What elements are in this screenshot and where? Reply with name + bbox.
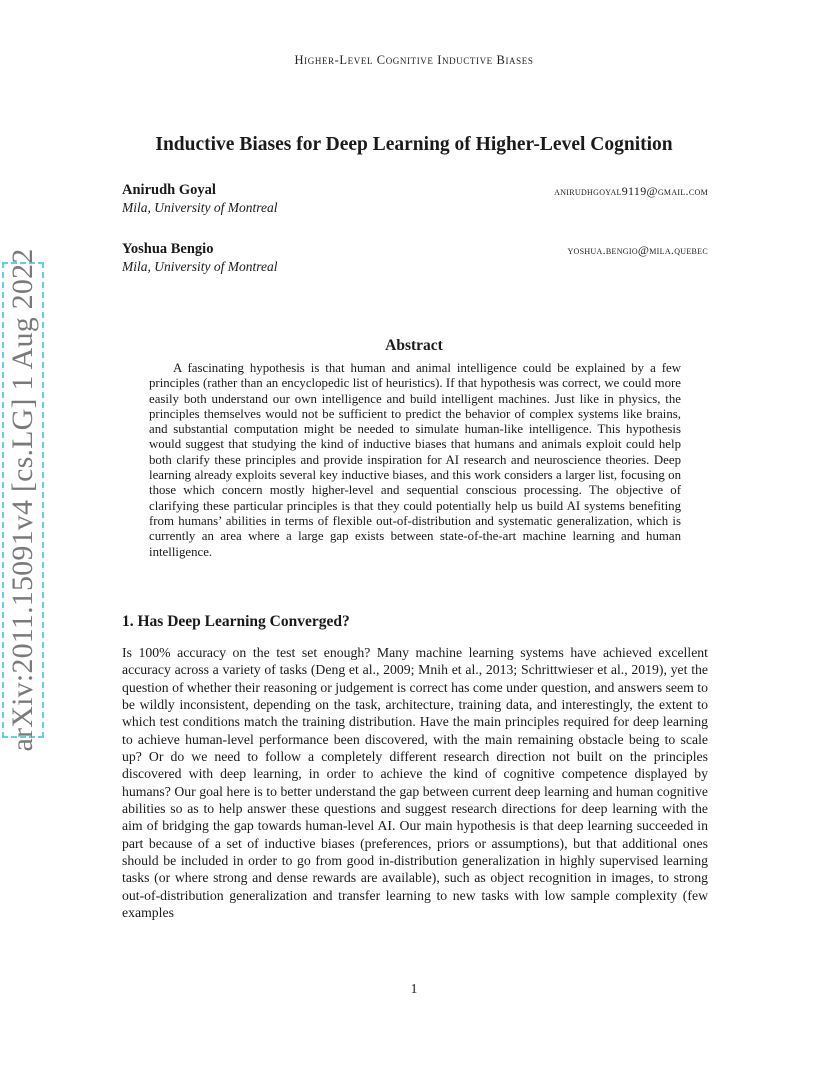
author-block — [122, 241, 708, 275]
section-heading: 1. Has Deep Learning Converged? — [122, 613, 350, 630]
author-name: Yoshua Bengio — [122, 241, 214, 257]
arxiv-identifier-stamp[interactable] — [2, 248, 44, 752]
author-email: yoshua.bengio@mila.quebec — [567, 243, 708, 257]
author-affiliation: Mila, University of Montreal — [122, 259, 278, 274]
running-head: Higher-Level Cognitive Inductive Biases — [294, 53, 534, 67]
paper-title: Inductive Biases for Deep Learning of Higher-Level Cognition — [155, 134, 673, 155]
author-name: Anirudh Goyal — [122, 182, 216, 198]
author-email: anirudhgoyal9119@gmail.com — [554, 184, 708, 198]
author-affiliation: Mila, University of Montreal — [122, 200, 278, 215]
section-body-text: Is 100% accuracy on the test set enough? Many machine learning systems have achieved excellent accuracy across a variety of tasks (Deng et al., 2009; Mnih et al., 2013; Schrittwieser et al., 2019), yet the question of whether their reasoning or judgement is correct has come under question, and answers seem to be wildly inconsistent, depending on the task, architecture, training data, and interestingly, the extent to which test conditions match the training distribution. Have the main principles required for deep learning to achieve human-level performance been discovered, with the main remaining obstacle being to scale up? Or do we need to follow a completely different research direction not built on the principles discovered with deep learning, in order to achieve the kind of cognitive competence displayed by humans? Our goal here is to better understand the gap between current deep learning and human cognitive abilities so as to help answer these questions and suggest research directions for deep learning with the aim of bridging the gap towards human-level AI. Our main hypothesis is that deep learning succeeded in part because of a set of inductive biases (preferences, priors or assumptions), but that additional ones should be included in order to go from good in-distribution generalization in highly supervised learning tasks (or where strong and dense rewards are available), such as object recognition in images, to strong out-of-distribution generalization and transfer learning to new tasks with low sample complexity (few examples — [122, 645, 708, 921]
page-number: 1 — [410, 981, 418, 996]
author-block — [122, 182, 708, 216]
abstract-text: A fascinating hypothesis is that human and animal intelligence could be explained by a few principles (rather than an encyclopedic list of heuristics). If that hypothesis was correct, we could more easily both understand our own intelligence and build intelligent machines. Just like in physics, the principles themselves would not be sufficient to predict the behavior of complex systems like brains, and substantial computation might be needed to simulate human-like intelligence. This hypothesis would suggest that studying the kind of inductive biases that humans and animals exploit could help both clarify these principles and provide inspiration for AI research and neuroscience theories. Deep learning already exploits several key inductive biases, and this work considers a larger list, focusing on those which concern mostly higher-level and sequential conscious processing. The objective of clarifying these particular principles is that they could potentially help us build AI systems benefiting from humans’ abilities in terms of flexible out-of-distribution and systematic generalization, which is currently an area where a large gap exists between state-of-the-art machine learning and human intelligence. — [149, 361, 681, 559]
arxiv-identifier-text: arXiv:2011.15091v4 [cs.LG] 1 Aug 2022 — [6, 248, 39, 752]
abstract-heading: Abstract — [385, 337, 443, 354]
